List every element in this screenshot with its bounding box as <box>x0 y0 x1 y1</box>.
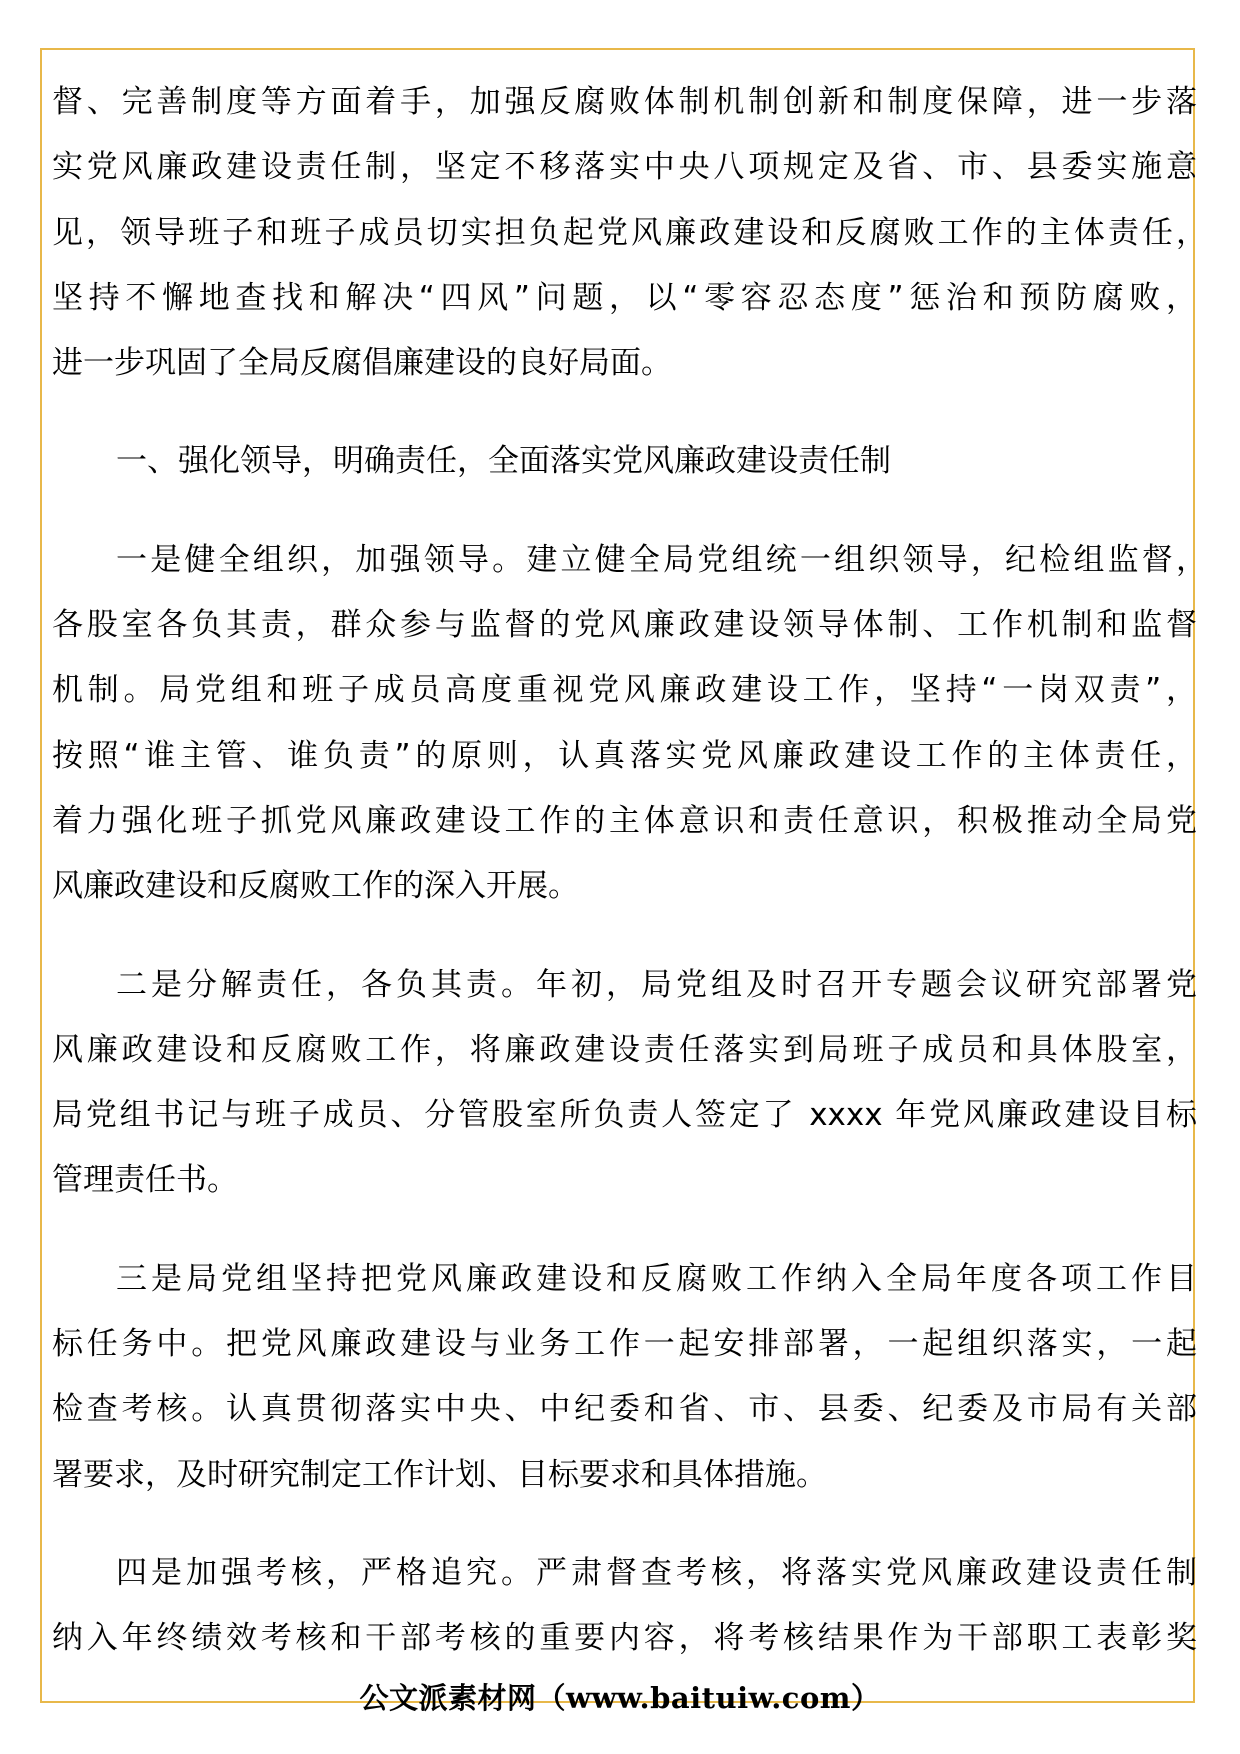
text-line: 标任务中。把党风廉政建设与业务工作一起安排部署，一起组织落实，一起 <box>52 1326 1197 1363</box>
paragraph-item-2 <box>52 953 1197 1214</box>
text-line: 进一步巩固了全局反腐倡廉建设的良好局面。 <box>52 345 672 382</box>
text-line: 着力强化班子抓党风廉政建设工作的主体意识和责任意识，积极推动全局党 <box>52 802 1197 839</box>
text-line: 二是分解责任，各负其责。年初，局党组及时召开专题会议研究部署党 <box>116 966 1197 1003</box>
text-line: 坚持不懈地查找和解决“四风”问题，以“零容忍态度”惩治和预防腐败， <box>52 279 1197 316</box>
heading-text: 一、强化领导，明确责任，全面落实党风廉政建设责任制 <box>116 443 891 480</box>
text-line: 一是健全组织，加强领导。建立健全局党组统一组织领导，纪检组监督， <box>116 541 1207 578</box>
footer-watermark-text: 公文派素材网（www.baituiw.com） <box>359 1681 881 1715</box>
document-body <box>52 70 1207 1705</box>
text-line: 见，领导班子和班子成员切实担负起党风廉政建设和反腐败工作的主体责任， <box>52 214 1207 251</box>
text-line: 实党风廉政建设责任制，坚定不移落实中央八项规定及省、市、县委实施意 <box>52 149 1197 186</box>
text-line: 机制。局党组和班子成员高度重视党风廉政建设工作，坚持“一岗双责”， <box>52 672 1197 709</box>
paragraph-intro <box>52 70 1207 396</box>
text-line: 四是加强考核，严格追究。严肃督查考核，将落实党风廉政建设责任制 <box>116 1554 1197 1591</box>
paragraph-item-4 <box>52 1541 1197 1672</box>
text-line: 三是局党组坚持把党风廉政建设和反腐败工作纳入全局年度各项工作目 <box>116 1260 1197 1297</box>
text-line: 纳入年终绩效考核和干部考核的重要内容，将考核结果作为干部职工表彰奖 <box>52 1620 1197 1657</box>
text-line: 风廉政建设和反腐败工作，将廉政建设责任落实到局班子成员和具体股室， <box>52 1031 1197 1068</box>
text-line: 检查考核。认真贯彻落实中央、中纪委和省、市、县委、纪委及市局有关部 <box>52 1391 1197 1428</box>
text-line: 督、完善制度等方面着手，加强反腐败体制机制创新和制度保障，进一步落 <box>52 84 1197 120</box>
text-line: 风廉政建设和反腐败工作的深入开展。 <box>52 868 579 905</box>
text-line: 管理责任书。 <box>52 1162 238 1199</box>
text-line: 按照“谁主管、谁负责”的原则，认真落实党风廉政建设工作的主体责任， <box>52 737 1197 774</box>
text-line: 局党组书记与班子成员、分管股室所负责人签定了 xxxx 年党风廉政建设目标 <box>52 1097 1197 1134</box>
text-line: 各股室各负其责，群众参与监督的党风廉政建设领导体制、工作机制和监督 <box>52 607 1197 644</box>
section-heading <box>52 429 1197 494</box>
text-line: 署要求，及时研究制定工作计划、目标要求和具体措施。 <box>52 1456 827 1493</box>
paragraph-item-3 <box>52 1247 1197 1508</box>
paragraph-item-1 <box>52 528 1207 920</box>
